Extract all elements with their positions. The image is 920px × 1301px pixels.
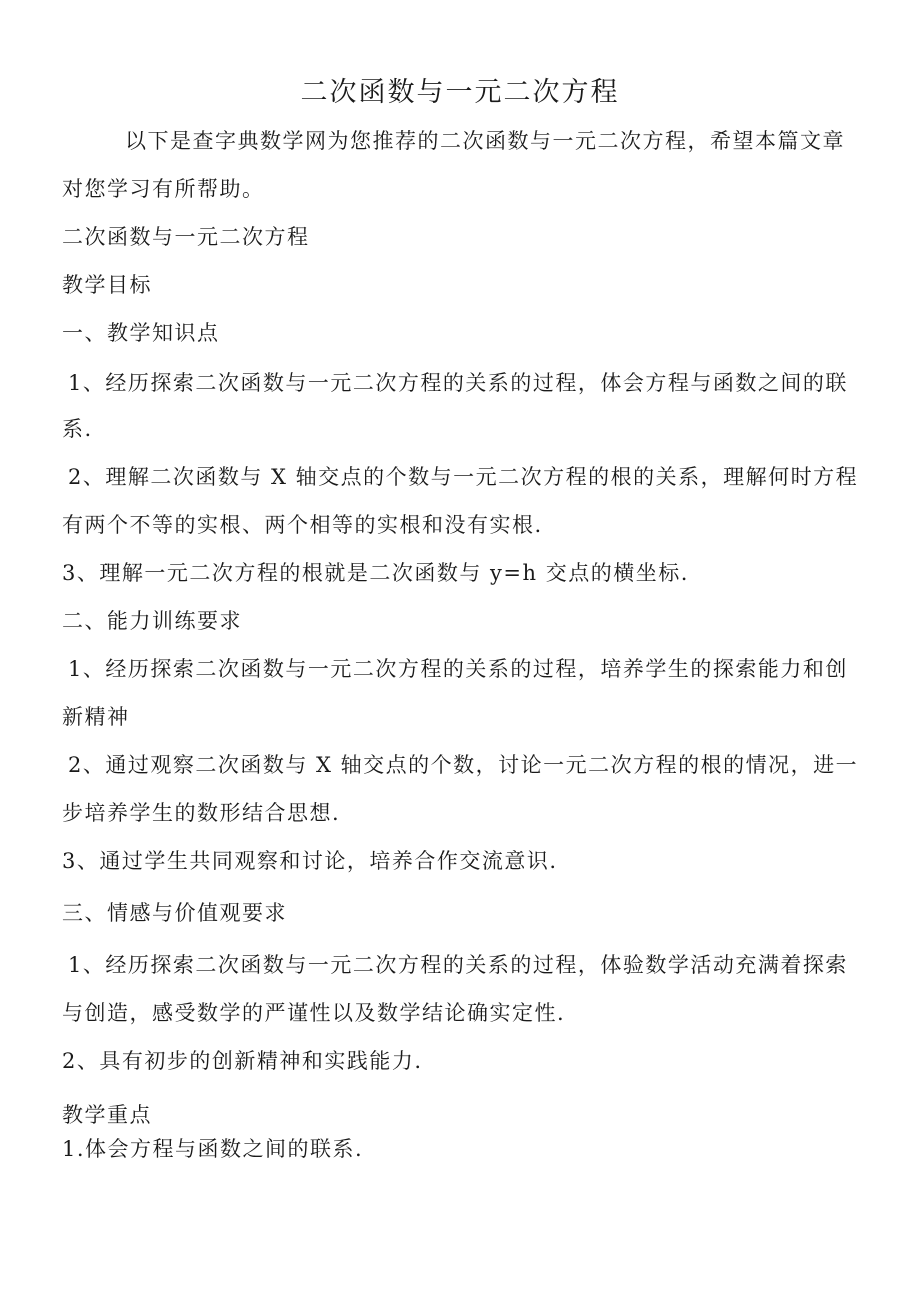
emotion-item-1-line-2: 与创造，感受数学的严谨性以及数学结论确实定性. <box>62 1001 566 1025</box>
ability-item-2-line-1: 2、通过观察二次函数与 X 轴交点的个数，讨论一元二次方程的根的情况，进一 <box>68 753 859 777</box>
knowledge-item-1-line-2: 系. <box>62 417 93 441</box>
knowledge-item-3: 3、理解一元二次方程的根就是二次函数与 y=h 交点的横坐标. <box>62 561 689 585</box>
subsection-heading-emotion: 三、情感与价值观要求 <box>62 901 287 925</box>
subsection-heading-knowledge: 一、教学知识点 <box>62 321 220 345</box>
intro-paragraph-line-2: 对您学习有所帮助。 <box>62 177 265 201</box>
ability-item-1-line-1: 1、经历探索二次函数与一元二次方程的关系的过程，培养学生的探索能力和创 <box>68 657 848 681</box>
section-heading-key-points: 教学重点 <box>62 1103 152 1127</box>
ability-item-3: 3、通过学生共同观察和讨论，培养合作交流意识. <box>62 849 558 873</box>
knowledge-item-2-line-1: 2、理解二次函数与 X 轴交点的个数与一元二次方程的根的关系，理解何时方程 <box>68 465 859 489</box>
document-title: 二次函数与一元二次方程 <box>300 77 620 108</box>
knowledge-item-1-line-1: 1、经历探索二次函数与一元二次方程的关系的过程，体会方程与函数之间的联 <box>68 371 848 395</box>
subtitle-heading: 二次函数与一元二次方程 <box>62 225 310 249</box>
ability-item-2-line-2: 步培养学生的数形结合思想. <box>62 801 341 825</box>
emotion-item-2: 2、具有初步的创新精神和实践能力. <box>62 1049 423 1073</box>
intro-paragraph-line-1: 以下是查字典数学网为您推荐的二次函数与一元二次方程，希望本篇文章 <box>125 129 845 153</box>
section-heading-objectives: 教学目标 <box>62 273 152 297</box>
emotion-item-1-line-1: 1、经历探索二次函数与一元二次方程的关系的过程，体验数学活动充满着探索 <box>68 953 848 977</box>
knowledge-item-2-line-2: 有两个不等的实根、两个相等的实根和没有实根. <box>62 513 543 537</box>
key-point-item-1: 1.体会方程与函数之间的联系. <box>62 1137 364 1161</box>
ability-item-1-line-2: 新精神 <box>62 705 130 729</box>
subsection-heading-ability: 二、能力训练要求 <box>62 609 242 633</box>
